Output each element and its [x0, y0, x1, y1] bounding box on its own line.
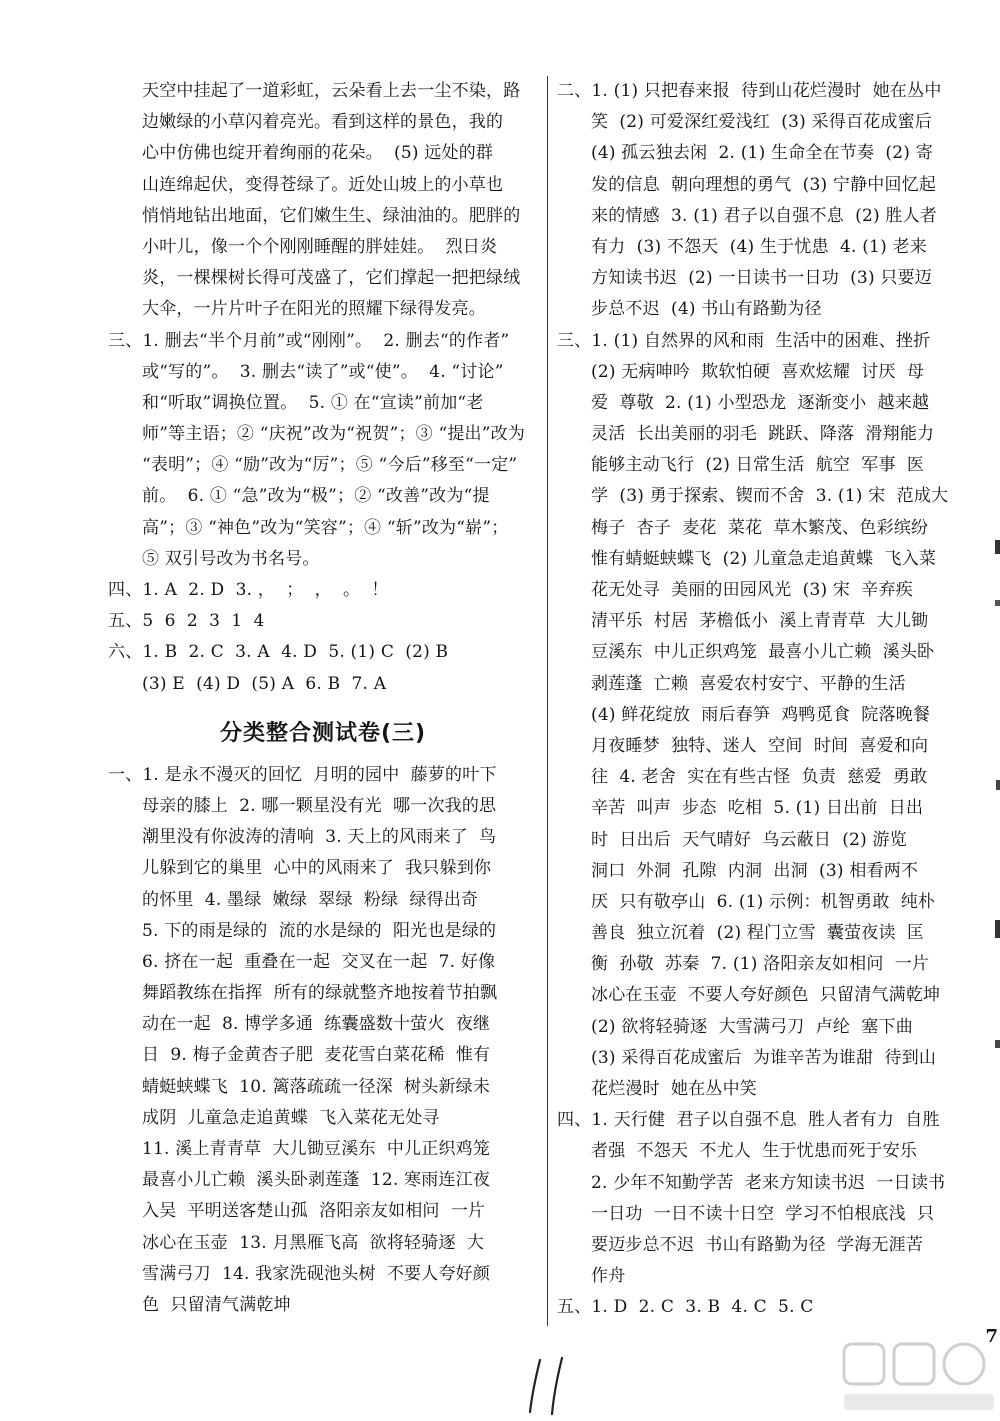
answer-line: (4) 孤云独去闲 2. (1) 生命全在节奏 (2) 寄 [591, 143, 933, 164]
answer-line: 豆溪东 中儿正织鸡笼 最喜小儿亡赖 溪头卧 [591, 642, 935, 663]
answer-line: 高”；③ “神色”改为“笑容”；④ “斩”改为“崭”； [142, 517, 509, 538]
answer-line: 母亲的膝上 2. 哪一颗星没有光 哪一次我的思 [142, 795, 497, 816]
answer-line: 炎，一棵棵树长得可茂盛了，它们撑起一把把绿绒 [142, 268, 521, 289]
column-divider [547, 76, 548, 1326]
answer-line: 发的信息 朝向理想的勇气 (3) 宁静中回忆起 [591, 174, 937, 195]
answer-line: 一日功 一日不读十日空 学习不怕根底浅 只 [591, 1203, 935, 1224]
answer-line: (2) 无病呻吟 欺软怕硬 喜欢炫耀 讨厌 母 [591, 361, 925, 382]
answer-line: 山连绵起伏，变得苍绿了。近处山坡上的小草也 [142, 174, 504, 195]
answer-line: 的怀里 4. 墨绿 嫩绿 翠绿 粉绿 绿得出奇 [142, 889, 479, 910]
answer-line: 善良 独立沉着 (2) 程门立雪 囊萤夜读 匡 [591, 923, 925, 944]
page-edge-marks [994, 540, 1000, 1060]
answer-line: 大伞，一片片叶子在阳光的照耀下绿得发亮。 [142, 299, 486, 320]
answer-line: 前。 6. ① “急”改为“极”；② “改善”改为“提 [142, 486, 490, 507]
answer-line: (3) 采得百花成蜜后 为谁辛苦为谁甜 待到山 [591, 1047, 937, 1068]
answer-line: (2) 欲将轻骑逐 大雪满弓刀 卢纶 塞下曲 [591, 1016, 913, 1037]
test-three-answers-block [557, 76, 985, 1324]
answer-line: 或“写的”。 3. 删去“读了”或“使”。 4. “讨论” [142, 361, 504, 382]
answer-line: 来的情感 3. (1) 君子以自强不息 (2) 胜人者 [591, 205, 938, 226]
section-four-five-six-block [108, 575, 538, 700]
answer-line: 者强 不怨天 不尤人 生于忧患而死于安乐 [591, 1141, 918, 1162]
answer-line: 六、1. B 2. C 3. A 4. D 5. (1) C (2) B [108, 642, 449, 663]
answer-line: 能够主动飞行 (2) 日常生活 航空 军事 医 [591, 455, 925, 476]
answer-line: 潮里没有你波涛的清响 3. 天上的风雨来了 鸟 [142, 827, 497, 848]
answer-line: “表明”；④ “励”改为“厉”；⑤ “今后”移至“一定” [142, 455, 518, 476]
answer-line: 悄悄地钻出地面，它们嫩生生、绿油油的。肥胖的 [142, 205, 521, 226]
answer-line: 舞蹈教练在指挥 所有的绿就整齐地按着节拍飘 [142, 983, 498, 1004]
answer-line: 二、1. (1) 只把春来报 待到山花烂漫时 她在丛中 [557, 81, 942, 101]
answer-line: ⑤ 双引号改为书名号。 [142, 548, 320, 569]
answer-line: 冰心在玉壶 不要人夸好颜色 只留清气满乾坤 [591, 985, 941, 1006]
answer-line: 灵活 长出美丽的羽毛 跳跃、降落 滑翔能力 [591, 424, 935, 445]
answer-line: 和“听取”调换位置。 5. ① 在“宣读”前加“老 [142, 392, 484, 413]
answer-line: 方知读书迟 (2) 一日读书一日功 (3) 只要迈 [591, 268, 932, 289]
answer-line: 入吴 平明送客楚山孤 洛阳亲友如相问 一片 [142, 1201, 486, 1222]
answer-line: 6. 挤在一起 重叠在一起 交叉在一起 7. 好像 [142, 951, 496, 972]
answer-line: 儿躲到它的巢里 心中的风雨来了 我只躲到你 [142, 858, 492, 879]
answer-line: 花烂漫时 她在丛中笑 [591, 1079, 758, 1099]
answer-line: 作舟 [591, 1266, 626, 1287]
page-number: 7 [985, 1326, 998, 1347]
answer-line: 五、1. D 2. C 3. B 4. C 5. C [557, 1297, 814, 1318]
answer-line: 往 4. 老舍 实在有些古怪 负责 慈爱 勇敢 [591, 767, 928, 788]
answer-line: 雪满弓刀 14. 我家洗砚池头树 不要人夸好颜 [142, 1263, 491, 1284]
answer-line: 时 日出后 天气晴好 乌云蔽日 (2) 游览 [591, 829, 907, 850]
answer-line: 成阴 儿童急走追黄蝶 飞入菜花无处寻 [142, 1107, 440, 1128]
answer-line: 天空中挂起了一道彩虹，云朵看上去一尘不染，路 [142, 81, 521, 101]
answer-line: 笑 (2) 可爱深红爱浅红 (3) 采得百花成蜜后 [591, 112, 932, 133]
answer-line: 蜻蜓蛱蝶飞 10. 篱落疏疏一径深 树头新绿未 [142, 1076, 491, 1097]
answer-line: 爱 尊敬 2. (1) 小型恐龙 逐渐变小 越来越 [591, 392, 930, 413]
answer-line: 5. 下的雨是绿的 流的水是绿的 阳光也是绿的 [142, 920, 497, 941]
answer-line: 四、1. 天行健 君子以自强不息 胜人者有力 自胜 [557, 1110, 940, 1131]
answer-line: 衡 孙敬 苏秦 7. (1) 洛阳亲友如相问 一片 [591, 954, 930, 975]
reading-answer-block [108, 76, 538, 326]
section-three-block [108, 326, 538, 576]
answer-line: 清平乐 村居 茅檐低小 溪上青青草 大儿锄 [591, 611, 929, 632]
right-column [557, 76, 985, 1324]
answer-line: 日 9. 梅子金黄杏子肥 麦花雪白菜花稀 惟有 [142, 1045, 491, 1066]
answer-line: 步总不迟 (4) 书山有路勤为径 [591, 299, 822, 320]
handwritten-mark [522, 1356, 572, 1416]
answer-line: 色 只留清气满乾坤 [142, 1294, 291, 1315]
answer-line: 师”等主语；② “庆祝”改为“祝贺”；③ “提出”改为 [142, 424, 526, 445]
answer-line: 学 (3) 勇于探索、锲而不舍 3. (1) 宋 范成大 [591, 486, 949, 507]
answer-line: 动在一起 8. 博学多通 练囊盛数十萤火 夜继 [142, 1014, 491, 1035]
answer-line: 2. 少年不知勤学苦 老来方知读书迟 一日读书 [591, 1172, 946, 1193]
answer-line: 心中仿佛也绽开着绚丽的花朵。 (5) 远处的群 [142, 143, 494, 164]
answer-line: 最喜小儿亡赖 溪头卧剥莲蓬 12. 寒雨连江夜 [142, 1170, 491, 1191]
answer-line: 剥莲蓬 亡赖 喜爱农村安宁、平静的生活 [591, 673, 906, 694]
answer-line: 三、1. (1) 自然界的风和雨 生活中的困难、挫折 [557, 330, 931, 351]
left-column [108, 76, 538, 1321]
test-three-part-one-block [108, 760, 538, 1321]
answer-line: 有力 (3) 不怨天 (4) 生于忧患 4. (1) 老来 [591, 236, 927, 257]
answer-line: (3) E (4) D (5) A 6. B 7. A [142, 673, 387, 694]
answer-line: 洞口 外洞 孔隙 内洞 出洞 (3) 相看两不 [591, 860, 919, 881]
answer-line: 惟有蜻蜓蛱蝶飞 (2) 儿童急走追黄蝶 飞入菜 [591, 548, 937, 569]
answer-line: (4) 鲜花绽放 雨后春笋 鸡鸭觅食 院落晚餐 [591, 704, 931, 725]
answer-line: 11. 溪上青青草 大儿锄豆溪东 中儿正织鸡笼 [142, 1139, 491, 1159]
answer-line: 辛苦 叫声 步态 吃相 5. (1) 日出前 日出 [591, 798, 924, 819]
answer-line: 梅子 杏子 麦花 菜花 草木繁茂、色彩缤纷 [591, 517, 929, 538]
answer-line: 花无处寻 美丽的田园风光 (3) 宋 辛弃疾 [591, 580, 913, 600]
answer-line: 月夜睡梦 独特、迷人 空间 时间 喜爱和向 [591, 735, 929, 756]
answer-line: 边嫩绿的小草闪着亮光。看到这样的景色，我的 [142, 112, 504, 133]
answer-line: 三、1. 删去“半个月前”或“刚刚”。 2. 删去“的作者” [108, 330, 510, 351]
watermark-logo [838, 1338, 998, 1418]
answer-line: 冰心在玉壶 13. 月黑雁飞高 欲将轻骑逐 大 [142, 1232, 485, 1253]
answer-line: 小叶儿，像一个个刚刚睡醒的胖娃娃。 烈日炎 [142, 236, 498, 257]
answer-line: 一、1. 是永不漫灭的回忆 月明的园中 藤萝的叶下 [108, 764, 497, 785]
answer-line: 四、1. A 2. D 3. ， ； ， 。 ！ [108, 580, 389, 600]
answer-line: 要迈步总不迟 书山有路勤为径 学海无涯苦 [591, 1234, 924, 1255]
answer-line: 厌 只有敬亭山 6. (1) 示例：机智勇敢 纯朴 [591, 891, 936, 912]
section-title: 分类整合测试卷(三) [219, 720, 427, 746]
answer-line: 五、5 6 2 3 1 4 [108, 611, 265, 632]
